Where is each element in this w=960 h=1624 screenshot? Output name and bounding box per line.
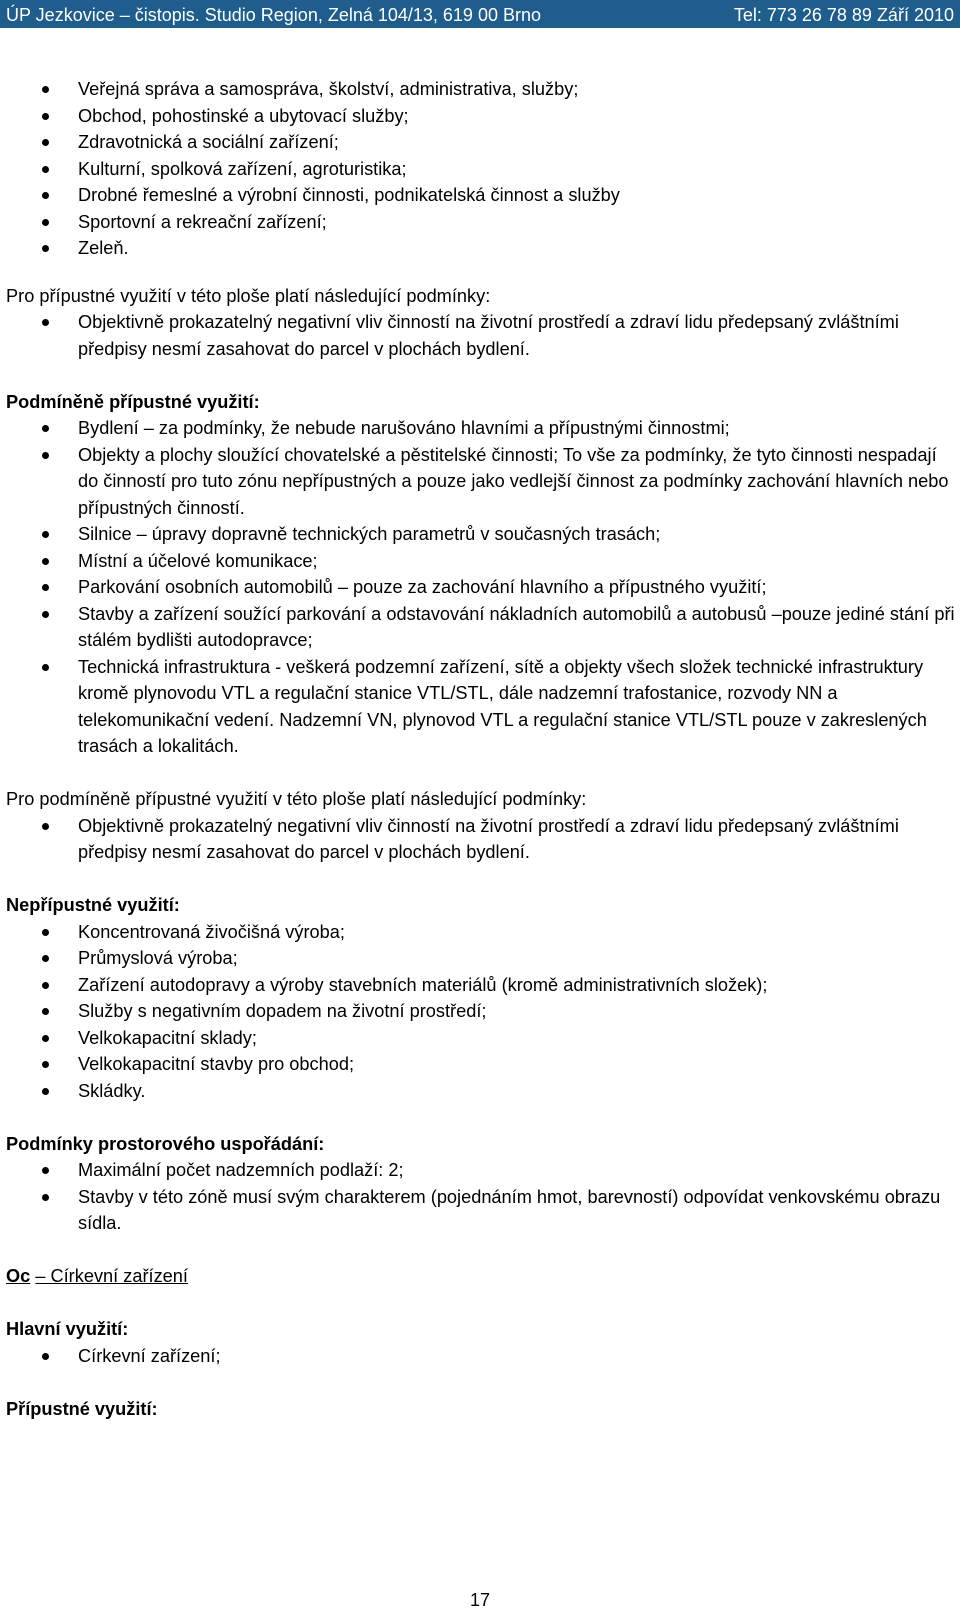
document-body [6, 76, 956, 1422]
list-item: Koncentrovaná živočišná výroba; [6, 919, 956, 946]
list-item: Zeleň. [6, 235, 956, 262]
conditional-conditions-heading: Pro podmíněně přípustné využití v této ploše platí následující podmínky: [6, 789, 587, 809]
list-item: Drobné řemeslné a výrobní činnosti, podnikatelská činnost a služby [6, 182, 956, 209]
zone-title [6, 1263, 956, 1290]
list-item: Velkokapacitní stavby pro obchod; [6, 1051, 956, 1078]
list-item: Objektivně prokazatelný negativní vliv činností na životní prostředí a zdraví lidu předepsaný zvláštními předpisy nesmí zasahovat do parcel v plochách bydlení. [6, 309, 956, 362]
list-item: Služby s negativním dopadem na životní prostředí; [6, 998, 956, 1025]
spatial-conditions-heading: Podmínky prostorového uspořádání: [6, 1133, 325, 1154]
list-item: Stavby a zařízení soužící parkování a odstavování nákladních automobilů a autobusů –pouze jediné stání při stálém bydlišti autodopravce; [6, 601, 956, 654]
zone-name: – Církevní zařízení [35, 1266, 188, 1286]
page-number: 17 [469, 1590, 491, 1610]
list-item: Kulturní, spolková zařízení, agroturistika; [6, 156, 956, 183]
list-item: Obchod, pohostinské a ubytovací služby; [6, 103, 956, 130]
list-item: Objekty a plochy sloužící chovatelské a pěstitelské činnosti; To vše za podmínky, že tyto činnosti nespadají do činností pro tuto zónu nepřípustných a pouze jako vedlejší činnost za podmínky zachování hlavních nebo přípustných činností. [6, 442, 956, 522]
prohibited-use-list [6, 919, 956, 1105]
list-item: Technická infrastruktura - veškerá podzemní zařízení, sítě a objekty všech složek technické infrastruktury kromě plynovodu VTL a regulační stanice VTL/STL, dále nadzemní trafostanice, rozvody NN a telekomunikační vedení. Nadzemní VN, plynovod VTL a regulační stanice VTL/STL pouze v zakreslených trasách a lokalitách. [6, 654, 956, 760]
main-use-heading: Hlavní využití: [6, 1319, 129, 1339]
conditions-heading: Pro přípustné využití v této ploše platí následující podmínky: [6, 285, 491, 306]
list-item: Stavby v této zóně musí svým charakterem (pojednáním hmot, barevností) odpovídat venkovskému obrazu sídla. [6, 1184, 956, 1237]
uses-list [6, 76, 956, 262]
list-item: Silnice – úpravy dopravně technických parametrů v současných trasách; [6, 521, 956, 548]
list-item: Místní a účelové komunikace; [6, 548, 956, 575]
list-item: Parkování osobních automobilů – pouze za zachování hlavního a přípustného využití; [6, 574, 956, 601]
list-item: Zařízení autodopravy a výroby stavebních materiálů (kromě administrativních složek); [6, 972, 956, 999]
allowed-use-heading: Přípustné využití: [6, 1398, 158, 1419]
list-item: Církevní zařízení; [6, 1343, 956, 1370]
list-item: Sportovní a rekreační zařízení; [6, 209, 956, 236]
list-item: Maximální počet nadzemních podlaží: 2; [6, 1157, 956, 1184]
list-item: Bydlení – za podmínky, že nebude narušováno hlavními a přípustnými činnostmi; [6, 415, 956, 442]
list-item: Velkokapacitní sklady; [6, 1025, 956, 1052]
conditions-list [6, 309, 956, 362]
list-item: Veřejná správa a samospráva, školství, administrativa, služby; [6, 76, 956, 103]
conditional-use-heading: Podmíněně přípustné využití: [6, 391, 260, 412]
prohibited-use-heading: Nepřípustné využití: [6, 895, 180, 915]
page-header [0, 0, 960, 28]
list-item: Průmyslová výroba; [6, 945, 956, 972]
list-item: Zdravotnická a sociální zařízení; [6, 129, 956, 156]
header-left-text: ÚP Jezkovice – čistopis. Studio Region, Zelná 104/13, 619 00 Brno [6, 5, 541, 25]
header-right-text: Tel: 773 26 78 89 Září 2010 [733, 5, 954, 25]
list-item: Skládky. [6, 1078, 956, 1105]
conditional-use-list [6, 415, 956, 760]
main-use-list [6, 1343, 956, 1370]
zone-code: Oc [6, 1266, 31, 1286]
spatial-conditions-list [6, 1157, 956, 1237]
conditional-conditions-list [6, 813, 956, 866]
list-item: Objektivně prokazatelný negativní vliv činností na životní prostředí a zdraví lidu předepsaný zvláštními předpisy nesmí zasahovat do parcel v plochách bydlení. [6, 813, 956, 866]
